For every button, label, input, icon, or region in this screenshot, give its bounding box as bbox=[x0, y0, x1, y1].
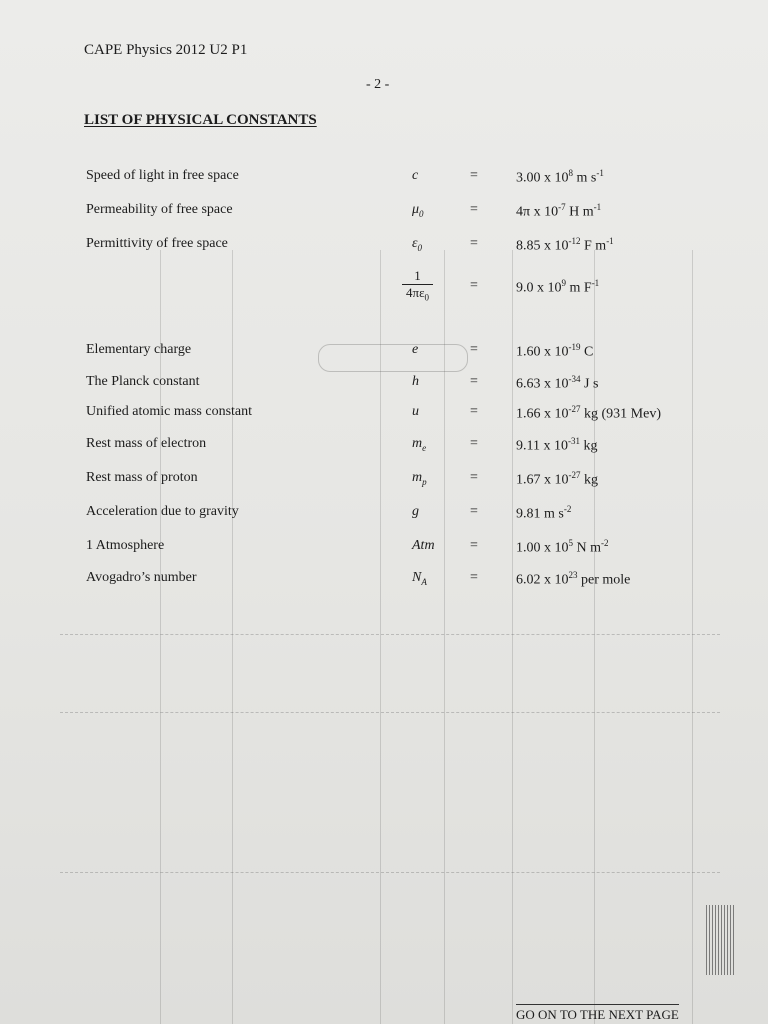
equals-sign: = bbox=[470, 404, 478, 419]
constant-value: 4π x $10^{-7}$ H $m^{-1}$ bbox=[516, 202, 602, 220]
constant-name: Elementary charge bbox=[86, 342, 192, 357]
equals-sign: = bbox=[470, 374, 478, 389]
constant-symbol: e bbox=[412, 342, 419, 357]
fraction-numerator: 1 bbox=[402, 268, 433, 285]
constant-symbol: Atm bbox=[412, 538, 435, 553]
constant-name: Rest mass of proton bbox=[86, 470, 198, 485]
constant-symbol: c bbox=[412, 168, 419, 183]
section-title: LIST OF PHYSICAL CONSTANTS bbox=[84, 112, 317, 128]
constant-symbol: $\mu_0$ bbox=[412, 202, 424, 219]
constant-symbol: $m_e$ bbox=[412, 436, 427, 453]
constant-symbol: $\varepsilon_0$ bbox=[412, 236, 423, 253]
equals-sign: = bbox=[470, 470, 478, 485]
constant-value: 9.11 x $10^{-31}$ kg bbox=[516, 436, 598, 454]
constant-symbol: h bbox=[412, 374, 419, 389]
constant-symbol: u bbox=[412, 404, 419, 419]
constant-value: 3.00 x $10^8$ m $s^{-1}$ bbox=[516, 168, 604, 186]
equals-sign: = bbox=[470, 236, 478, 251]
equals-sign: = bbox=[470, 168, 478, 183]
equals-sign: = bbox=[470, 570, 478, 585]
constant-name: The Planck constant bbox=[86, 374, 200, 389]
equals-sign: = bbox=[470, 436, 478, 451]
equals-sign: = bbox=[470, 342, 478, 357]
constant-value: 1.66 x $10^{-27}$ kg (931 Mev) bbox=[516, 404, 661, 422]
constant-row bbox=[0, 436, 768, 458]
page-header-title: CAPE Physics 2012 U2 P1 bbox=[84, 42, 248, 58]
constant-row bbox=[0, 278, 768, 300]
constant-value: 1.60 x $10^{-19}$ C bbox=[516, 342, 594, 360]
constant-value: 6.63 x $10^{-34}$ J s bbox=[516, 374, 599, 392]
bleed-through-rule bbox=[60, 634, 720, 635]
constant-value: 8.85 x $10^{-12}$ F $m^{-1}$ bbox=[516, 236, 614, 254]
constant-row bbox=[0, 374, 768, 396]
equals-sign: = bbox=[470, 278, 478, 293]
constant-row bbox=[0, 312, 768, 334]
constant-name: Speed of light in free space bbox=[86, 168, 239, 183]
scan-artifact-line bbox=[594, 250, 595, 1024]
bleed-through-rule bbox=[60, 712, 720, 713]
fraction-denominator: $4\pi\varepsilon_0$ bbox=[406, 285, 430, 303]
constant-symbol: $m_p$ bbox=[412, 470, 427, 487]
scan-artifact-line bbox=[692, 250, 693, 1024]
equals-sign: = bbox=[470, 504, 478, 519]
constant-row bbox=[0, 570, 768, 592]
constant-row bbox=[0, 168, 768, 190]
scan-artifact-line bbox=[512, 250, 513, 1024]
constant-row bbox=[0, 404, 768, 426]
constant-value: 1.67 x $10^{-27}$ kg bbox=[516, 470, 598, 488]
constant-row bbox=[0, 504, 768, 526]
constant-row bbox=[0, 538, 768, 560]
go-on-footer: GO ON TO THE NEXT PAGE bbox=[516, 1004, 679, 1023]
scan-artifact-line bbox=[160, 250, 161, 1024]
equals-sign: = bbox=[470, 202, 478, 217]
constant-name: Permeability of free space bbox=[86, 202, 233, 217]
constant-name: Avogadro’s number bbox=[86, 570, 197, 585]
constant-row bbox=[0, 202, 768, 224]
scan-artifact-line bbox=[232, 250, 233, 1024]
constant-name: 1 Atmosphere bbox=[86, 538, 165, 553]
constant-symbol: g bbox=[412, 504, 419, 519]
page-number: - 2 - bbox=[366, 77, 390, 92]
bleed-through-rule bbox=[60, 872, 720, 873]
constant-value: 9.81 m $s^{-2}$ bbox=[516, 504, 572, 522]
constant-row bbox=[0, 236, 768, 258]
constant-row bbox=[0, 342, 768, 364]
constant-value: 9.0 x $10^9$ m $F^{-1}$ bbox=[516, 278, 600, 296]
constant-value: 6.02 x $10^{23}$ per mole bbox=[516, 570, 631, 588]
constant-name: Permittivity of free space bbox=[86, 236, 228, 251]
constant-name: Unified atomic mass constant bbox=[86, 404, 253, 419]
constant-name: Acceleration due to gravity bbox=[86, 504, 239, 519]
constant-value: 1.00 x $10^5$ N $m^{-2}$ bbox=[516, 538, 609, 556]
constant-row bbox=[0, 470, 768, 492]
equals-sign: = bbox=[470, 538, 478, 553]
constant-name: Rest mass of electron bbox=[86, 436, 207, 451]
constant-symbol: $N_A$ bbox=[412, 570, 427, 587]
barcode-artifact bbox=[706, 905, 736, 975]
